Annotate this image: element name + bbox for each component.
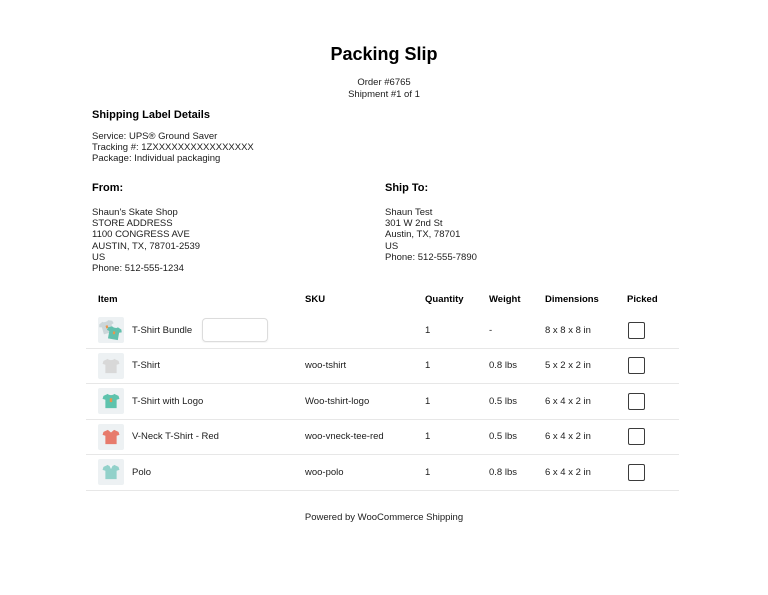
- ship-to-name: Shaun Test: [385, 207, 433, 218]
- ship-to-address-line: 301 W 2nd St: [385, 218, 443, 230]
- table-row: [86, 420, 679, 456]
- polo-shirt-icon: [102, 464, 120, 480]
- item-name: T-Shirt with Logo: [132, 395, 204, 407]
- package-line: Package: Individual packaging: [92, 153, 221, 164]
- teal-polo-thumbnail: [98, 459, 124, 485]
- order-info: [0, 77, 768, 100]
- shipping-label-details-section: [92, 109, 254, 164]
- table-row: [86, 455, 679, 491]
- shipment-number: Shipment #1 of 1: [348, 88, 420, 100]
- item-cell: [86, 353, 305, 379]
- tshirt-icon: [102, 393, 120, 409]
- picked-cell: [627, 428, 679, 445]
- quantity-cell: 1: [425, 395, 431, 407]
- ship-to-country: US: [385, 240, 399, 252]
- weight-column-header: Weight: [489, 294, 521, 305]
- order-number: Order #6765: [357, 77, 411, 88]
- weight-cell: 0.8 lbs: [489, 466, 517, 478]
- picked-checkbox[interactable]: [628, 357, 645, 374]
- picked-column-header: Picked: [627, 294, 658, 305]
- from-address-line: STORE ADDRESS: [92, 218, 173, 230]
- dimensions-column-header: Dimensions: [545, 294, 599, 305]
- weight-cell: 0.5 lbs: [489, 431, 517, 443]
- table-row: [86, 313, 679, 349]
- item-cell: [86, 317, 305, 343]
- tshirt-icon: [102, 429, 120, 445]
- table-header-row: [86, 294, 679, 313]
- sku-cell: Woo-tshirt-logo: [305, 395, 370, 407]
- sku-cell: woo-tshirt: [305, 360, 347, 372]
- gray-tshirt-thumbnail: [98, 353, 124, 379]
- tshirt-bundle-thumbnail: [98, 317, 124, 343]
- item-cell: [86, 388, 305, 414]
- ship-to-address-section: [385, 182, 477, 263]
- table-row: [86, 349, 679, 385]
- powered-by-footer: Powered by WooCommerce Shipping: [304, 512, 464, 523]
- sku-cell: woo-polo: [305, 466, 344, 478]
- red-vneck-tshirt-thumbnail: [98, 424, 124, 450]
- tshirt-icon: [102, 358, 120, 374]
- quantity-cell: 1: [425, 324, 431, 336]
- from-country: US: [92, 251, 106, 263]
- sku-column-header: SKU: [305, 294, 326, 305]
- weight-cell: 0.8 lbs: [489, 360, 517, 372]
- item-name: T-Shirt: [132, 360, 160, 372]
- service-line: Service: UPS® Ground Saver: [92, 131, 218, 142]
- dimensions-cell: 6 x 4 x 2 in: [545, 466, 591, 478]
- from-address-section: [92, 182, 200, 274]
- dimensions-cell: 6 x 4 x 2 in: [545, 431, 591, 443]
- picked-cell: [627, 322, 679, 339]
- quantity-cell: 1: [425, 360, 431, 372]
- item-name: V-Neck T-Shirt - Red: [132, 431, 219, 443]
- from-address-line: 1100 CONGRESS AVE: [92, 229, 190, 241]
- ship-to-heading: Ship To:: [385, 182, 429, 194]
- quantity-cell: 1: [425, 466, 431, 478]
- ship-to-city-line: Austin, TX, 78701: [385, 229, 461, 241]
- item-cell: [86, 424, 305, 450]
- tshirt-icon: [105, 325, 123, 342]
- picked-checkbox[interactable]: [628, 393, 645, 410]
- from-heading: From:: [92, 182, 124, 194]
- item-column-header: Item: [98, 294, 118, 305]
- picked-cell: [627, 393, 679, 410]
- item-name: Polo: [132, 466, 152, 478]
- item-cell: [86, 459, 305, 485]
- quantity-cell: 1: [425, 431, 431, 443]
- item-name: T-Shirt Bundle: [132, 324, 193, 336]
- picked-cell: [627, 357, 679, 374]
- from-city-line: AUSTIN, TX, 78701-2539: [92, 240, 201, 252]
- from-phone: Phone: 512-555-1234: [92, 263, 184, 275]
- dimensions-cell: 5 x 2 x 2 in: [545, 360, 591, 372]
- weight-cell: 0.5 lbs: [489, 395, 517, 407]
- tracking-line: Tracking #: 1ZXXXXXXXXXXXXXXXX: [92, 142, 254, 153]
- weight-cell: -: [489, 324, 493, 336]
- from-name: Shaun's Skate Shop: [92, 207, 178, 218]
- dimensions-cell: 8 x 8 x 8 in: [545, 324, 591, 336]
- picked-cell: [627, 464, 679, 481]
- green-logo-tshirt-thumbnail: [98, 388, 124, 414]
- shipping-label-details-heading: Shipping Label Details: [92, 109, 210, 121]
- bundle-variation-input[interactable]: [202, 318, 268, 342]
- page-title: Packing Slip: [330, 44, 438, 64]
- picked-checkbox[interactable]: [628, 464, 645, 481]
- items-table: [86, 294, 679, 491]
- ship-to-phone: Phone: 512-555-7890: [385, 251, 477, 263]
- sku-cell: woo-vneck-tee-red: [305, 431, 384, 443]
- picked-checkbox[interactable]: [628, 428, 645, 445]
- dimensions-cell: 6 x 4 x 2 in: [545, 395, 591, 407]
- table-row: [86, 384, 679, 420]
- quantity-column-header: Quantity: [425, 294, 464, 305]
- picked-checkbox[interactable]: [628, 322, 645, 339]
